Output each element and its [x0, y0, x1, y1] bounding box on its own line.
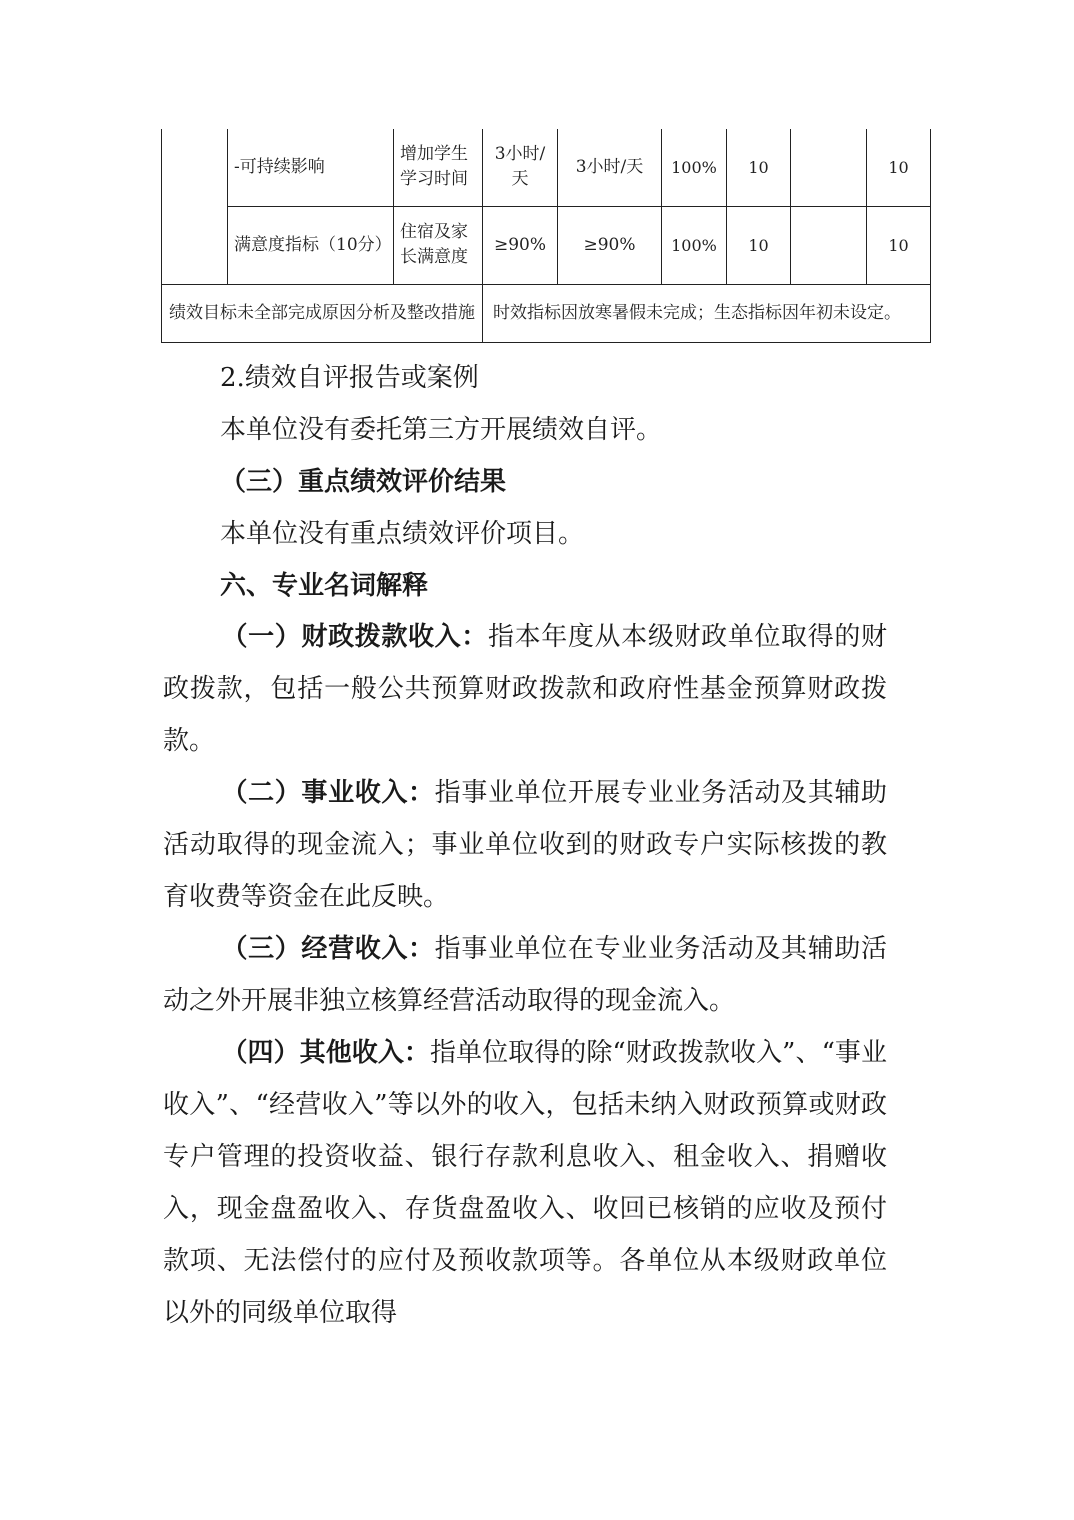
target-cell: 3小时/天 [483, 129, 558, 206]
actual-cell: ≥90% [558, 206, 662, 284]
weight-cell: 10 [727, 129, 791, 206]
term-paragraph [163, 611, 887, 767]
table-cell-empty [162, 129, 228, 284]
indicator-cell: -可持续影响 [228, 129, 394, 206]
score-cell: 10 [867, 206, 931, 284]
deduct-cell [791, 129, 867, 206]
content-cell: 住宿及家长满意度 [394, 206, 483, 284]
term-label: （一）财政拨款收入： [221, 622, 488, 652]
term-paragraph [163, 1027, 887, 1339]
section-report-title: 2.绩效自评报告或案例 [220, 363, 479, 393]
rate-cell: 100% [662, 129, 727, 206]
table-row [162, 206, 931, 284]
target-cell: ≥90% [483, 206, 558, 284]
rate-cell: 100% [662, 206, 727, 284]
term-description: 指本年度从本级财政单位取得的财政拨款，包括一般公共预算财政拨款和政府性基金预算财政拨款。 [163, 622, 887, 756]
score-cell: 10 [867, 129, 931, 206]
reason-text-cell: 时效指标因放寒暑假未完成；生态指标因年初未设定。 [483, 284, 931, 342]
section-key-body: 本单位没有重点绩效评价项目。 [220, 519, 585, 549]
actual-cell: 3小时/天 [558, 129, 662, 206]
table-row [162, 129, 931, 206]
term-paragraph [163, 923, 887, 1027]
term-description: 指单位取得的除“财政拨款收入”、“事业收入”、“经营收入”等以外的收入，包括未纳入财政预算或财政专户管理的投资收益、银行存款利息收入、租金收入、捐赠收入，现金盘盈收入、存货盘盈收入、收回已核销的应收及预付款项、无法偿付的应付及预收款项等。各单位从本级财政单位以外的同级单位取得 [163, 1038, 887, 1328]
section-report-body: 本单位没有委托第三方开展绩效自评。 [220, 415, 663, 445]
section-key-title: （三）重点绩效评价结果 [220, 467, 507, 497]
table-row-reason [162, 284, 931, 342]
term-label: （二）事业收入： [221, 778, 435, 808]
performance-table [161, 129, 931, 343]
content-cell: 增加学生学习时间 [394, 129, 483, 206]
reason-label-cell: 绩效目标未全部完成原因分析及整改措施 [162, 284, 483, 342]
section-six-title: 六、专业名词解释 [220, 571, 429, 601]
indicator-cell: 满意度指标（10分） [228, 206, 394, 284]
weight-cell: 10 [727, 206, 791, 284]
deduct-cell [791, 206, 867, 284]
term-paragraph [163, 767, 887, 923]
term-label: （四）其他收入： [221, 1038, 430, 1068]
term-description: 指事业单位在专业业务活动及其辅助活动之外开展非独立核算经营活动取得的现金流入。 [163, 934, 887, 1016]
term-label: （三）经营收入： [221, 934, 435, 964]
term-description: 指事业单位开展专业业务活动及其辅助活动取得的现金流入；事业单位收到的财政专户实际核拨的教育收费等资金在此反映。 [163, 778, 887, 912]
